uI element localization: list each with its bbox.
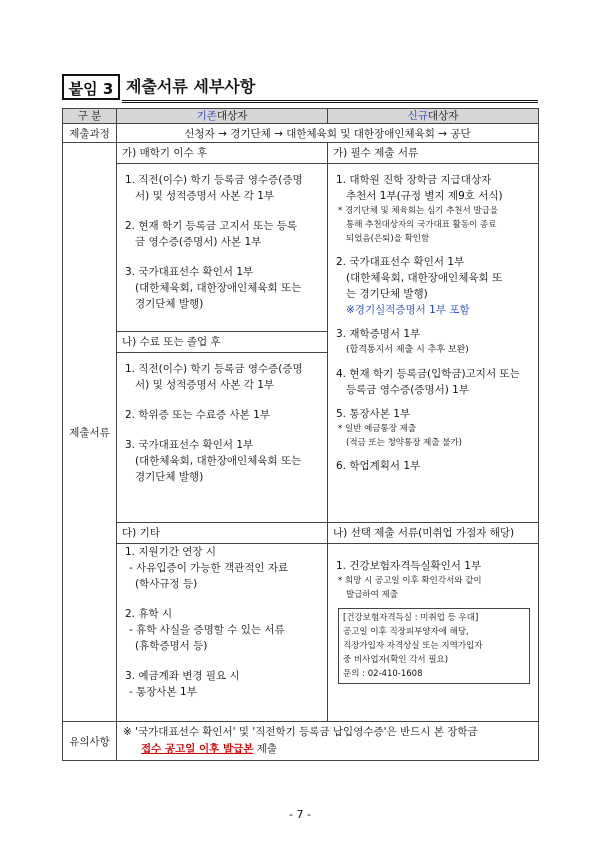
existing-a-item: 서) 및 성적증명서 사본 각 1부 — [135, 190, 275, 202]
header-new — [328, 109, 539, 124]
header-existing — [117, 109, 328, 124]
new-a-item: 3. 재학증명서 1부 — [336, 328, 421, 340]
notes-line-2-rest: 제출 — [253, 743, 278, 755]
new-a-note: * 일반 예금통장 제출 — [338, 424, 417, 434]
existing-a-item: 3. 국가대표선수 확인서 1부 — [125, 266, 254, 278]
docs-row-a — [63, 143, 539, 332]
new-a-item: 4. 현재 학기 등록금(입학금)고지서 또는 — [336, 368, 520, 380]
new-a-item-highlight: ※경기실적증명서 1부 포함 — [346, 304, 470, 316]
new-section-b — [328, 523, 539, 722]
header-existing-suffix: 대상자 — [216, 110, 248, 122]
new-a-item: 는 경기단체 발행) — [346, 288, 428, 300]
page-number: - 7 - — [289, 808, 311, 821]
info-line: 공고일 이후 직장피부양자에 해당, — [343, 627, 469, 637]
new-a-note: (적금 또는 청약통장 제출 불가) — [346, 438, 462, 448]
header-new-prefix: 신규 — [407, 110, 428, 122]
process-label: 제출과정 — [63, 124, 117, 143]
existing-c-item: (휴학증명서 등) — [135, 640, 208, 652]
title-divider — [122, 100, 538, 101]
notes-line-1: ※ '국가대표선수 확인서' 및 '직전학기 등록금 납입영수증'은 반드시 본 장학금 — [123, 726, 478, 738]
existing-a-item: 1. 직전(이수) 학기 등록금 영수증(증명 — [125, 174, 303, 186]
docs-label: 제출서류 — [63, 143, 117, 722]
title-divider-2 — [122, 102, 538, 103]
existing-c-item: - 사유입증이 가능한 객관적인 자료 — [129, 562, 289, 574]
existing-b-title: 나) 수료 또는 졸업 후 — [117, 332, 327, 353]
existing-c-title: 다) 기타 — [117, 523, 327, 544]
info-line: [건강보험자격득실 : 미취업 등 우대] — [343, 613, 479, 623]
new-a-note: 통해 추천대상자의 국가대표 활동이 종료 — [346, 220, 497, 230]
new-a-item: 추천서 1부(규정 별지 제9호 서식) — [346, 190, 503, 202]
table-header-row — [63, 109, 539, 124]
header-existing-prefix: 기존 — [196, 110, 217, 122]
new-b-note: * 희망 시 공고일 이후 확인각서와 같이 — [338, 576, 482, 586]
notes-line-2 — [123, 741, 532, 758]
new-a-item: 1. 대학원 진학 장학금 지급대상자 — [336, 174, 492, 186]
existing-b-item: 경기단체 발행) — [135, 471, 204, 483]
existing-b-item: 서) 및 성적증명서 사본 각 1부 — [135, 379, 275, 391]
notes-label: 유의사항 — [63, 722, 117, 761]
existing-b-item: 3. 국가대표선수 확인서 1부 — [125, 439, 254, 451]
existing-b-item: 1. 직전(이수) 학기 등록금 영수증(증명 — [125, 363, 303, 375]
existing-b-item: 2. 학위증 또는 수료증 사본 1부 — [125, 409, 270, 421]
existing-b-item: (대한체육회, 대한장애인체육회 또는 — [135, 455, 302, 467]
health-insurance-info-box — [338, 608, 530, 684]
existing-section-c — [117, 523, 328, 722]
existing-a-item: 금 영수증(증명서) 사본 1부 — [135, 236, 262, 248]
process-row — [63, 124, 539, 143]
notes-row — [63, 722, 539, 761]
existing-section-b — [117, 332, 328, 523]
new-a-item: (합격통지서 제출 시 추후 보완) — [346, 345, 469, 355]
new-a-title: 가) 필수 제출 서류 — [328, 143, 538, 164]
notes-highlight: 접수 공고일 이후 발급본 — [141, 743, 254, 755]
existing-c-item: 3. 예금계좌 변경 필요 시 — [125, 670, 240, 682]
new-a-item: 2. 국가대표선수 확인서 1부 — [336, 256, 465, 268]
info-line: 직장가입자 자격상실 또는 지역가입자 — [343, 641, 483, 651]
existing-a-title: 가) 매학기 이수 후 — [117, 143, 327, 164]
existing-c-item: - 휴학 사실을 증명할 수 있는 서류 — [129, 624, 285, 636]
new-a-note: 되었음(은퇴)을 확인함 — [346, 234, 430, 244]
new-b-title: 나) 선택 제출 서류(미취업 가점자 해당) — [328, 523, 538, 544]
process-value: 신청자 → 경기단체 → 대한체육회 및 대한장애인체육회 → 공단 — [117, 124, 539, 143]
new-section-a — [328, 143, 539, 523]
existing-c-item: - 통장사본 1부 — [129, 686, 197, 698]
page-title: 제출서류 세부사항 — [126, 77, 256, 96]
existing-c-item: 2. 휴학 시 — [125, 608, 173, 620]
notes-value — [117, 722, 539, 761]
existing-section-a — [117, 143, 328, 332]
new-a-item: (대한체육회, 대한장애인체육회 또 — [346, 272, 503, 284]
documents-table — [62, 108, 539, 761]
attachment-title — [62, 74, 538, 104]
new-a-item: 등록금 영수증(증명서) 1부 — [346, 384, 469, 396]
docs-row-c — [63, 523, 539, 722]
existing-c-item: (학사규정 등) — [135, 578, 198, 590]
existing-a-item: 2. 현재 학기 등록금 고지서 또는 등록 — [125, 220, 298, 232]
info-line: 중 비사업자(확인 각서 필요) — [343, 655, 449, 665]
new-a-item: 5. 통장사본 1부 — [336, 408, 411, 420]
existing-c-item: 1. 지원기간 연장 시 — [125, 546, 217, 558]
attachment-badge: 붙임 3 — [62, 74, 120, 100]
header-gubun: 구 분 — [63, 109, 117, 124]
existing-a-item: (대한체육회, 대한장애인체육회 또는 — [135, 282, 302, 294]
header-new-suffix: 대상자 — [427, 110, 459, 122]
new-a-item: 6. 학업계획서 1부 — [336, 460, 421, 472]
new-a-note: * 경기단체 및 체육회는 심기 추천서 발급을 — [338, 206, 499, 216]
new-b-item: 1. 건강보험자격득실확인서 1부 — [336, 560, 482, 572]
info-contact: 문의 : 02-410-1608 — [343, 669, 423, 679]
existing-a-item: 경기단체 발행) — [135, 298, 204, 310]
new-b-note: 발급하여 제출 — [346, 590, 398, 600]
